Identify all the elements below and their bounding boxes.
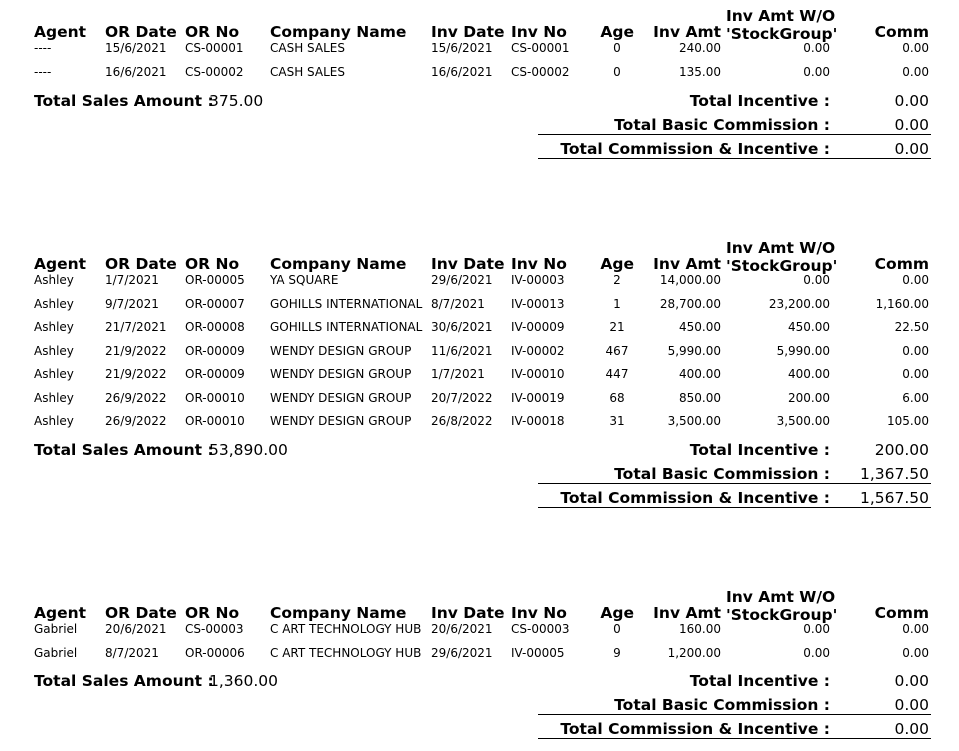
cell-or-date: 21/9/2022 [105,367,167,381]
cell-comm: 0.00 [902,367,929,381]
cell-agent: Ashley [34,367,74,381]
divider [538,483,931,484]
or-no-header: OR No [185,255,240,273]
cell-or-no: CS-00001 [185,41,244,55]
inv-no-header: Inv No [511,604,567,622]
cell-or-date: 20/6/2021 [105,622,167,636]
company-name-header: Company Name [270,604,407,622]
cell-company: CASH SALES [270,65,345,79]
table-row [0,273,959,287]
cell-inv-no: CS-00001 [511,41,570,55]
cell-agent: ---- [34,41,52,55]
inv-amt-header: Inv Amt [653,255,721,273]
agent-header: Agent [34,604,87,622]
total-commission-incentive-value: 1,567.50 [859,488,929,507]
cell-age: 467 [605,343,629,358]
cell-or-date: 26/9/2022 [105,414,167,428]
inv-amt-wo-header-line1: Inv Amt W/O [726,7,836,25]
table-row [0,367,959,381]
cell-or-date: 21/7/2021 [105,320,167,334]
or-date-header: OR Date [105,604,177,622]
total-commission-incentive-value: 0.00 [894,720,929,738]
cell-inv-amt-wo: 3,500.00 [776,414,830,428]
comm-header: Comm [874,255,929,273]
cell-age: 31 [609,414,625,428]
inv-no-header: Inv No [511,255,567,273]
cell-agent: Ashley [34,273,74,287]
cell-inv-amt-wo: 0.00 [803,65,830,79]
cell-or-no: OR-00005 [185,273,245,287]
total-sales-label: Total Sales Amount : [34,92,214,110]
divider [538,738,931,739]
cell-or-no: OR-00010 [185,390,245,405]
total-basic-commission-label: Total Basic Commission : [614,116,830,134]
cell-inv-amt-wo: 450.00 [788,320,830,334]
total-incentive-value: 0.00 [894,672,929,690]
or-date-header: OR Date [105,23,177,41]
cell-inv-amt-wo: 200.00 [788,390,830,405]
cell-or-no: CS-00003 [185,622,244,636]
cell-age: 21 [609,320,625,334]
comm-header: Comm [874,604,929,622]
total-basic-commission-label: Total Basic Commission : [614,696,830,714]
cell-inv-amt-wo: 5,990.00 [776,343,830,358]
cell-inv-no: IV-00009 [511,320,565,334]
table-row [0,414,959,428]
cell-age: 0 [613,622,621,636]
cell-agent: Ashley [34,320,74,334]
total-commission-incentive-label: Total Commission & Incentive : [560,720,830,738]
cell-inv-no: IV-00002 [511,343,565,358]
cell-inv-date: 8/7/2021 [431,296,485,311]
cell-company: WENDY DESIGN GROUP [270,343,412,358]
cell-inv-date: 16/6/2021 [431,65,493,79]
inv-amt-header: Inv Amt [653,23,721,41]
cell-inv-amt-wo: 0.00 [803,645,830,660]
table-row [0,344,959,358]
or-no-header: OR No [185,23,240,41]
cell-inv-amt-wo: 0.00 [803,622,830,636]
inv-amt-wo-header-line2: 'StockGroup' [726,25,838,43]
cell-inv-no: IV-00018 [511,414,565,428]
total-commission-incentive-label: Total Commission & Incentive : [560,140,830,158]
cell-company: WENDY DESIGN GROUP [270,390,412,405]
cell-comm: 1,160.00 [875,296,929,311]
cell-age: 0 [613,41,621,55]
cell-agent: ---- [34,65,52,79]
cell-inv-amt: 1,200.00 [667,645,721,660]
cell-agent: Gabriel [34,622,78,636]
cell-age: 68 [609,390,625,405]
divider [538,507,931,508]
cell-inv-date: 29/6/2021 [431,273,493,287]
inv-amt-wo-header-line2: 'StockGroup' [726,606,838,624]
cell-or-date: 21/9/2022 [105,343,167,358]
cell-comm: 6.00 [902,390,929,405]
inv-amt-wo-header-line1: Inv Amt W/O [726,239,836,257]
cell-company: C ART TECHNOLOGY HUB [270,645,422,660]
cell-agent: Ashley [34,390,74,405]
cell-inv-date: 20/7/2022 [431,390,493,405]
cell-comm: 22.50 [894,320,929,334]
table-row [0,320,959,334]
cell-or-no: OR-00010 [185,414,245,428]
cell-inv-no: IV-00010 [511,367,565,381]
age-header: Age [600,604,634,622]
total-commission-incentive-label: Total Commission & Incentive : [560,488,830,507]
cell-inv-amt: 240.00 [679,41,721,55]
table-row [0,391,959,405]
cell-or-date: 8/7/2021 [105,645,159,660]
total-basic-commission-value: 0.00 [894,116,929,134]
cell-inv-amt: 135.00 [679,65,721,79]
or-no-header: OR No [185,604,240,622]
report-group [0,239,959,507]
company-name-header: Company Name [270,23,407,41]
inv-date-header: Inv Date [431,604,505,622]
cell-agent: Gabriel [34,645,78,660]
total-commission-incentive-value: 0.00 [894,140,929,158]
report-group [0,8,959,168]
divider [538,134,931,135]
cell-company: C ART TECHNOLOGY HUB [270,622,422,636]
cell-age: 2 [613,273,621,287]
table-row [0,646,959,660]
cell-company: WENDY DESIGN GROUP [270,367,412,381]
cell-inv-date: 15/6/2021 [431,41,493,55]
cell-inv-amt: 28,700.00 [659,296,721,311]
cell-inv-amt: 400.00 [679,367,721,381]
cell-inv-amt-wo: 0.00 [803,41,830,55]
cell-inv-amt-wo: 0.00 [803,273,830,287]
cell-company: GOHILLS INTERNATIONAL [270,296,423,311]
divider [538,714,931,715]
cell-agent: Ashley [34,414,74,428]
cell-inv-no: CS-00002 [511,65,570,79]
total-basic-commission-value: 1,367.50 [859,464,929,483]
total-sales-amount: 1,360.00 [209,672,279,690]
table-row [0,41,959,55]
cell-inv-date: 11/6/2021 [431,343,493,358]
cell-or-no: OR-00006 [185,645,245,660]
cell-or-date: 26/9/2022 [105,390,167,405]
cell-inv-date: 30/6/2021 [431,320,493,334]
cell-inv-no: IV-00019 [511,390,565,405]
cell-inv-date: 20/6/2021 [431,622,493,636]
table-row [0,622,959,636]
cell-inv-amt: 5,990.00 [667,343,721,358]
cell-inv-no: CS-00003 [511,622,570,636]
inv-amt-header: Inv Amt [653,604,721,622]
cell-company: GOHILLS INTERNATIONAL [270,320,423,334]
company-name-header: Company Name [270,255,407,273]
inv-date-header: Inv Date [431,23,505,41]
cell-or-date: 15/6/2021 [105,41,167,55]
total-incentive-value: 200.00 [874,440,929,459]
cell-comm: 0.00 [902,343,929,358]
cell-comm: 0.00 [902,65,929,79]
agent-header: Agent [34,255,87,273]
cell-inv-amt: 850.00 [679,390,721,405]
cell-or-no: CS-00002 [185,65,244,79]
cell-age: 447 [605,367,629,381]
total-incentive-label: Total Incentive : [689,92,830,110]
cell-or-no: OR-00008 [185,320,245,334]
total-basic-commission-value: 0.00 [894,696,929,714]
cell-inv-no: IV-00013 [511,296,565,311]
report-group [0,589,959,749]
cell-agent: Ashley [34,296,74,311]
cell-inv-no: IV-00003 [511,273,565,287]
table-row [0,65,959,79]
cell-age: 9 [613,645,621,660]
cell-inv-date: 1/7/2021 [431,367,485,381]
cell-company: WENDY DESIGN GROUP [270,414,412,428]
cell-inv-amt-wo: 400.00 [788,367,830,381]
or-date-header: OR Date [105,255,177,273]
cell-comm: 0.00 [902,273,929,287]
cell-inv-amt: 450.00 [679,320,721,334]
cell-or-date: 1/7/2021 [105,273,159,287]
cell-or-date: 9/7/2021 [105,296,159,311]
inv-date-header: Inv Date [431,255,505,273]
table-row [0,297,959,311]
cell-inv-amt: 3,500.00 [667,414,721,428]
cell-age: 1 [613,296,621,311]
cell-or-no: OR-00007 [185,296,245,311]
cell-or-no: OR-00009 [185,367,245,381]
cell-comm: 0.00 [902,622,929,636]
cell-comm: 0.00 [902,41,929,55]
cell-comm: 0.00 [902,645,929,660]
age-header: Age [600,23,634,41]
cell-inv-amt: 14,000.00 [659,273,721,287]
cell-agent: Ashley [34,343,74,358]
total-sales-amount: 375.00 [209,92,264,110]
cell-inv-amt-wo: 23,200.00 [768,296,830,311]
total-sales-label: Total Sales Amount : [34,440,214,459]
agent-header: Agent [34,23,87,41]
cell-or-no: OR-00009 [185,343,245,358]
inv-no-header: Inv No [511,23,567,41]
cell-inv-no: IV-00005 [511,645,565,660]
cell-inv-date: 26/8/2022 [431,414,493,428]
total-incentive-value: 0.00 [894,92,929,110]
cell-comm: 105.00 [887,414,929,428]
total-sales-label: Total Sales Amount : [34,672,214,690]
cell-or-date: 16/6/2021 [105,65,167,79]
divider [538,158,931,159]
cell-age: 0 [613,65,621,79]
total-incentive-label: Total Incentive : [689,440,830,459]
cell-company: CASH SALES [270,41,345,55]
cell-inv-amt: 160.00 [679,622,721,636]
cell-inv-date: 29/6/2021 [431,645,493,660]
total-basic-commission-label: Total Basic Commission : [614,464,830,483]
cell-company: YA SQUARE [270,273,339,287]
inv-amt-wo-header-line2: 'StockGroup' [726,257,838,275]
inv-amt-wo-header-line1: Inv Amt W/O [726,588,836,606]
age-header: Age [600,255,634,273]
comm-header: Comm [874,23,929,41]
total-sales-amount: 53,890.00 [209,440,288,459]
total-incentive-label: Total Incentive : [689,672,830,690]
